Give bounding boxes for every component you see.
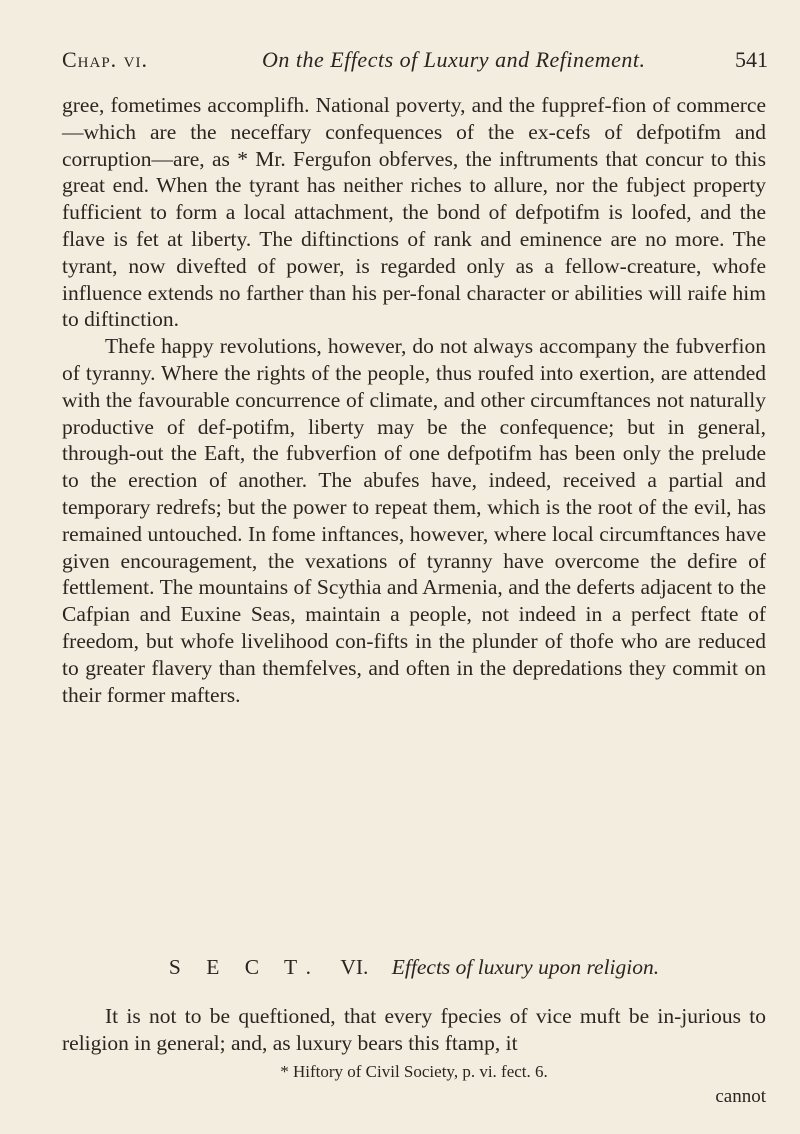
main-text bbox=[62, 92, 766, 708]
section-text bbox=[62, 1003, 766, 1057]
section-title: Effects of luxury upon religion. bbox=[391, 955, 660, 979]
page-header bbox=[62, 40, 768, 80]
running-title: On the Effects of Luxury and Refinement. bbox=[262, 47, 646, 72]
section-label: S E C T. bbox=[168, 955, 321, 979]
footnote: * Hiftory of Civil Society, p. vi. fect. 6. bbox=[280, 1062, 548, 1081]
paragraph-3: It is not to be queftioned, that every fpecies of vice muft be in-jurious to religion in general; and, as luxury bears this ftamp, it bbox=[62, 1004, 766, 1055]
section-number: VI. bbox=[340, 955, 369, 979]
paragraph-2: Thefe happy revolutions, however, do not always accompany the fubverfion of tyranny. Where the rights of the people, thus roufed into exertion, are attended with the favourable concurrence of climate, and other circumftances not naturally productive of def-potifm, liberty may be the confequence; but in general, through-out the Eaft, the fubverfion of one defpotifm has been only the prelude to the erection of another. The abufes have, indeed, received a partial and temporary redrefs; but the power to repeat them, which is the root of the evil, has remained untouched. In fome inftances, however, where local circumftances have given encouragement, the vexations of tyranny have overcome the defire of fettlement. The mountains of Scythia and Armenia, and the deferts adjacent to the Cafpian and Euxine Seas, maintain a people, not indeed in a perfect ftate of freedom, but whofe livelihood con-fifts in the plunder of thofe who are reduced to greater flavery than themfelves, and often in the depredations they commit on their former mafters. bbox=[62, 334, 766, 707]
paragraph-1: gree, fometimes accomplifh. National poverty, and the fuppref-fion of commerce—which are the neceffary confequences of the ex-cefs of defpotifm and corruption—are, as * Mr. Fergufon obferves, the inftruments that concur to this great end. When the tyrant has neither riches to allure, nor the fubject property fufficient to form a local attachment, the bond of defpotifm is loofed, and the flave is fet at liberty. The diftinctions of rank and eminence are no more. The tyrant, now divefted of power, is regarded only as a fellow-creature, whofe influence extends no farther than his per-fonal character or abilities will raife him to diftinction. bbox=[62, 93, 766, 332]
chapter-label: Chap. vi. bbox=[62, 47, 149, 72]
catchword: cannot bbox=[715, 1086, 766, 1107]
section-heading bbox=[62, 952, 766, 982]
page-number: 541 bbox=[735, 47, 768, 72]
